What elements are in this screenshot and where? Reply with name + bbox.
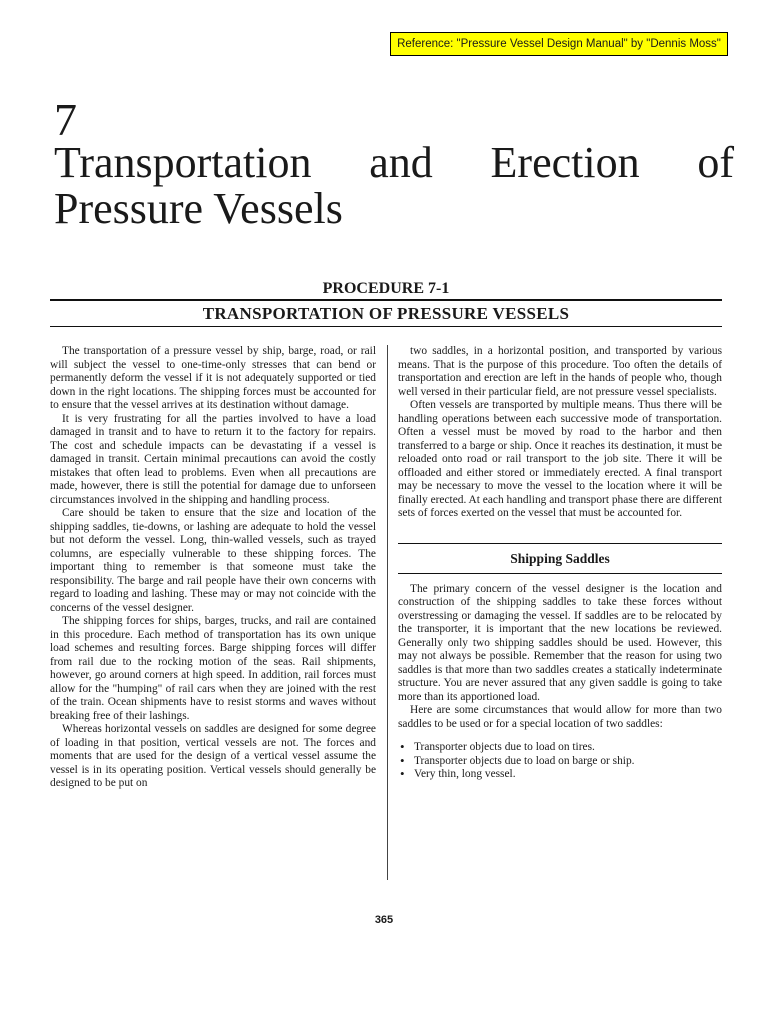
chapter-title-line-1: Transportation and Erection of: [54, 138, 734, 187]
procedure-title: TRANSPORTATION OF PRESSURE VESSELS: [202, 304, 570, 323]
column-divider: [387, 345, 388, 880]
body-paragraph: The transportation of a pressure vessel by ship, barge, road, or rail will subject the vessel to one-time-only stresses that can bend or permanently deform the vessel if it is not adequately supported or tied down in the right locations. The shipping forces must be accounted for to ensure that the vessel arrives at its destination without damage.: [50, 345, 376, 411]
body-paragraph: Often vessels are transported by multiple means. Thus there will be handling operations between each successive mode of transportation. Often a vessel must be moved by road to the harbor and then transferred to a barge or ship. Once it reaches its destination, it must be reloaded onto road or rail transport to the job site. There it will be offloaded and either stored or immediately erected. A final transport may be necessary to move the vessel to the location where it will be finally erected. At each handling and transport phase there are different sets of forces exerted on the vessel that must be accounted for.: [398, 399, 723, 519]
section-heading: Shipping Saddles: [510, 550, 610, 566]
body-paragraph: It is very frustrating for all the parties involved to have a load damaged in transit and to have to return it to the factory for repairs. The cost and schedule impacts can be devastating if a vessel is damaged in transit. Certain minimal precautions can avoid the costly mistakes that often lead to problems. Even when all precautions are made, however, there is still the potential for damage due to unforseen circumstances involved in the shipping and handling process.: [50, 412, 376, 506]
list-item: • Very thin, long vessel.: [398, 768, 722, 782]
procedure-rule-top: [50, 299, 722, 301]
page-number: 365: [374, 914, 394, 926]
section-rule-bottom: [398, 573, 722, 574]
left-column: [50, 345, 376, 791]
procedure-rule-bottom: [50, 326, 722, 327]
body-paragraph: two saddles, in a horizontal position, and transported by various means. That is the purpose of this procedure. Too often the details of transportation and erection are left in the hands of people who, though well versed in their particular field, are not pressure vessel specialists.: [398, 345, 722, 398]
right-column: [398, 345, 722, 782]
body-paragraph: Whereas horizontal vessels on saddles are designed for some degree of loading in that position, vertical vessels are not. The forces and moments that are used for the design of a vertical vessel assume the vessel is in its operating position. Vertical vessels should generally be designed to be put on: [50, 723, 376, 789]
body-paragraph: The primary concern of the vessel designer is the location and construction of the shipping saddles to take these forces without overstressing or damaging the vessel. If saddles are to be relocated by the transporter, it is important that the new locations be reviewed. Generally only two shipping saddles should be used. However, this may not always be possible. Remember that the reason for using two saddles is that more than two saddles creates a statically indeterminate structure. You are never assured that any given saddle is going to take more than its apportioned load.: [398, 582, 722, 703]
section-rule-top: [398, 543, 722, 544]
list-item: • Transporter objects due to load on barge or ship.: [398, 755, 722, 769]
chapter-title-line-2: Pressure Vessels: [54, 184, 343, 233]
procedure-label: PROCEDURE 7-1: [322, 280, 450, 297]
list-item: • Transporter objects due to load on tires.: [398, 741, 722, 755]
bullet-list: [398, 741, 722, 782]
reference-note: Reference: "Pressure Vessel Design Manual" by "Dennis Moss": [390, 32, 728, 56]
chapter-number: 7: [54, 94, 77, 145]
body-paragraph: The shipping forces for ships, barges, trucks, and rail are contained in this procedure. Each method of transportation has its own unique load schemes and resulting forces. Barge shipping forces will differ from rail due to the rocking motion of the seas. Rail shipments, however, go around corners at high speed. In addition, rail forces must allow for the "humping" of rail cars when they are joined with the rest of the train. Ocean shipments have to resist storms and waves without breaking free of their lashings.: [50, 615, 376, 722]
body-paragraph: Here are some circumstances that would allow for more than two saddles to be used or for a special location of two saddles:: [398, 704, 722, 730]
body-paragraph: Care should be taken to ensure that the size and location of the shipping saddles, tie-downs, or lashing are adequate to hold the vessel but not deform the vessel. Long, thin-walled vessels, such as trayed columns, are especially vulnerable to these shipping forces. The important thing to remember is that someone must take the responsibility. The barge and rail people have their own concerns with regard to loading and lashing. These may or may not coincide with the concerns of the vessel designer.: [50, 507, 376, 614]
chapter-title: [54, 140, 734, 232]
